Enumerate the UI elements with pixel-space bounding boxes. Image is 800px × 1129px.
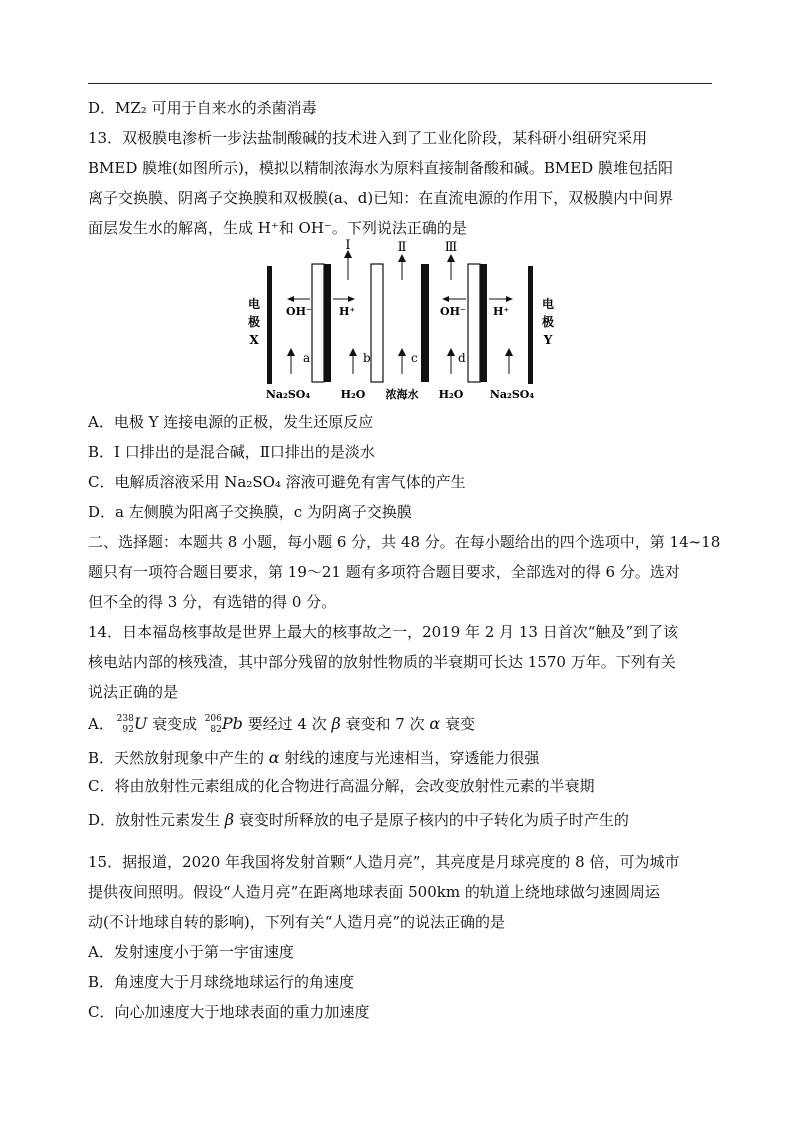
- inlet-arrow-icon: [287, 348, 295, 356]
- membrane-a-black: [324, 264, 331, 382]
- inlet-label: 浓海水: [385, 388, 419, 401]
- alpha-symbol: α: [268, 748, 280, 767]
- q15-stem-line: 15．据报道，2020 年我国将发射首颗“人造月亮”，其亮度是月球亮度的 8 倍，可为城市: [88, 853, 680, 871]
- q15-stem-line: 提供夜间照明。假设“人造月亮”在距离地球表面 500km 的轨道上绕地球做匀速圆周运: [88, 883, 660, 901]
- q15-option-a: A．发射速度小于第一宇宙速度: [88, 943, 294, 961]
- q13-option-c: C．电解质溶液采用 Na₂SO₄ 溶液可避免有害气体的产生: [88, 473, 466, 491]
- q13-option-d: D．a 左侧膜为阳离子交换膜，c 为阴离子交换膜: [88, 503, 412, 521]
- section-text: 题只有一项符合题目要求，第 19～21 题有多项符合题目要求，全部选对的得 6 分。选对: [88, 563, 680, 581]
- membrane-d-black: [480, 264, 487, 382]
- electrode-x-label: X: [249, 333, 259, 347]
- uranium-nuclide: 238 92: [116, 714, 134, 735]
- q14-stem-line: 核电站内部的核残渣，其中部分残留的放射性物质的半衰期可长达 1570 万年。下列有关: [88, 653, 676, 671]
- electrode-y-plate: [528, 266, 533, 384]
- q13-stem-line: 离子交换膜、阴离子交换膜和双极膜(a、d)已知：在直流电源的作用下，双极膜内中间界: [88, 189, 674, 207]
- port-iii-label: Ⅲ: [444, 240, 458, 255]
- q14-option-a: A． 238 92 U 衰变成 206 82 Pb 要经过 4 次 β 衰变和 7 次 α 衰变: [88, 714, 475, 735]
- ion-oh-label: OH⁻: [286, 305, 312, 318]
- q13-stem-line: 13．双极膜电渗析一步法盐制酸碱的技术进入到了工业化阶段，某科研小组研究采用: [88, 129, 648, 147]
- membrane-c-label: c: [411, 351, 418, 365]
- inlet-label: H₂O: [340, 388, 366, 401]
- q14-option-a-prefix: A．: [88, 715, 114, 733]
- q15-stem-line: 动(不计地球自转的影响)，下列有关“人造月亮”的说法正确的是: [88, 913, 506, 931]
- port-ii-arrow-icon: [398, 254, 406, 262]
- electrode-x-label: 极: [247, 315, 261, 329]
- q13-option-a: A．电极 Y 连接电源的正极，发生还原反应: [88, 413, 374, 431]
- electrode-x-plate: [267, 266, 272, 384]
- ion-h-label: H⁺: [493, 305, 510, 318]
- header-rule: [88, 83, 712, 84]
- inlet-label: Na₂SO₄: [265, 388, 311, 401]
- electrode-y-label: 极: [541, 315, 555, 329]
- beta-symbol: β: [224, 810, 235, 829]
- port-i-label: I: [345, 238, 351, 253]
- inlet-arrow-icon: [505, 348, 513, 356]
- oh-left-arrow-icon: [287, 296, 294, 302]
- q13-stem-line: 面层发生水的解离，生成 H⁺和 OH⁻。下列说法正确的是: [88, 219, 467, 237]
- electrode-y-label: Y: [543, 333, 553, 347]
- h-right-arrow-icon: [348, 296, 355, 302]
- membrane-a-white: [312, 264, 324, 382]
- q13-option-b: B．I 口排出的是混合碱，Ⅱ口排出的是淡水: [88, 443, 375, 461]
- q15-option-c: C．向心加速度大于地球表面的重力加速度: [88, 1003, 370, 1021]
- membrane-c: [421, 264, 429, 382]
- ion-oh-label: OH⁻: [440, 305, 466, 318]
- electrode-y-label: 电: [541, 297, 555, 311]
- q14-stem-line: 14．日本福岛核事故是世界上最大的核事故之一，2019 年 2 月 13 日首次“触及”到了该: [88, 623, 679, 641]
- inlet-label: H₂O: [438, 388, 464, 401]
- alpha-symbol: α: [429, 714, 441, 733]
- q13-stem-line: BMED 膜堆(如图所示)，模拟以精制浓海水为原料直接制备酸和碱。BMED 膜堆包括阳: [88, 159, 673, 177]
- q15-option-b: B．角速度大于月球绕地球运行的角速度: [88, 973, 355, 991]
- ion-h-label: H⁺: [339, 305, 356, 318]
- membrane-b: [371, 264, 383, 382]
- section-text: 但不全的得 3 分，有选错的得 0 分。: [88, 593, 337, 611]
- membrane-d-label: d: [458, 351, 466, 365]
- q12-option-d: D．MZ₂ 可用于自来水的杀菌消毒: [88, 99, 317, 117]
- electrode-x-label: 电: [247, 297, 261, 311]
- q14-option-d: D．放射性元素发生 β 衰变时所释放的电子是原子核内的中子转化为质子时产生的: [88, 810, 629, 829]
- inlet-arrow-icon: [398, 348, 406, 356]
- q14-option-c: C．将由放射性元素组成的化合物进行高温分解，会改变放射性元素的半衰期: [88, 777, 595, 795]
- membrane-d-white: [468, 264, 480, 382]
- membrane-a-label: a: [303, 351, 311, 365]
- q14-option-b: B．天然放射现象中产生的 α 射线的速度与光速相当，穿透能力很强: [88, 748, 540, 767]
- section-heading: 二、选择题：本题共 8 小题，每小题 6 分，共 48 分。在每小题给出的四个选项中，第 14~18: [88, 533, 721, 551]
- membrane-b-label: b: [363, 351, 371, 365]
- uranium-symbol: U: [133, 714, 148, 733]
- port-ii-label: Ⅱ: [397, 240, 407, 255]
- inlet-label: Na₂SO₄: [489, 388, 535, 401]
- lead-symbol: Pb: [221, 714, 243, 733]
- lead-nuclide: 206 82: [204, 714, 222, 735]
- q14-stem-line: 说法正确的是: [88, 683, 179, 701]
- bmed-diagram: [240, 238, 570, 408]
- oh-left-arrow-icon: [442, 296, 449, 302]
- port-iii-arrow-icon: [447, 254, 455, 262]
- beta-symbol: β: [331, 714, 341, 733]
- h-right-arrow-icon: [506, 296, 513, 302]
- inlet-arrow-icon: [349, 348, 357, 356]
- inlet-arrow-icon: [447, 348, 455, 356]
